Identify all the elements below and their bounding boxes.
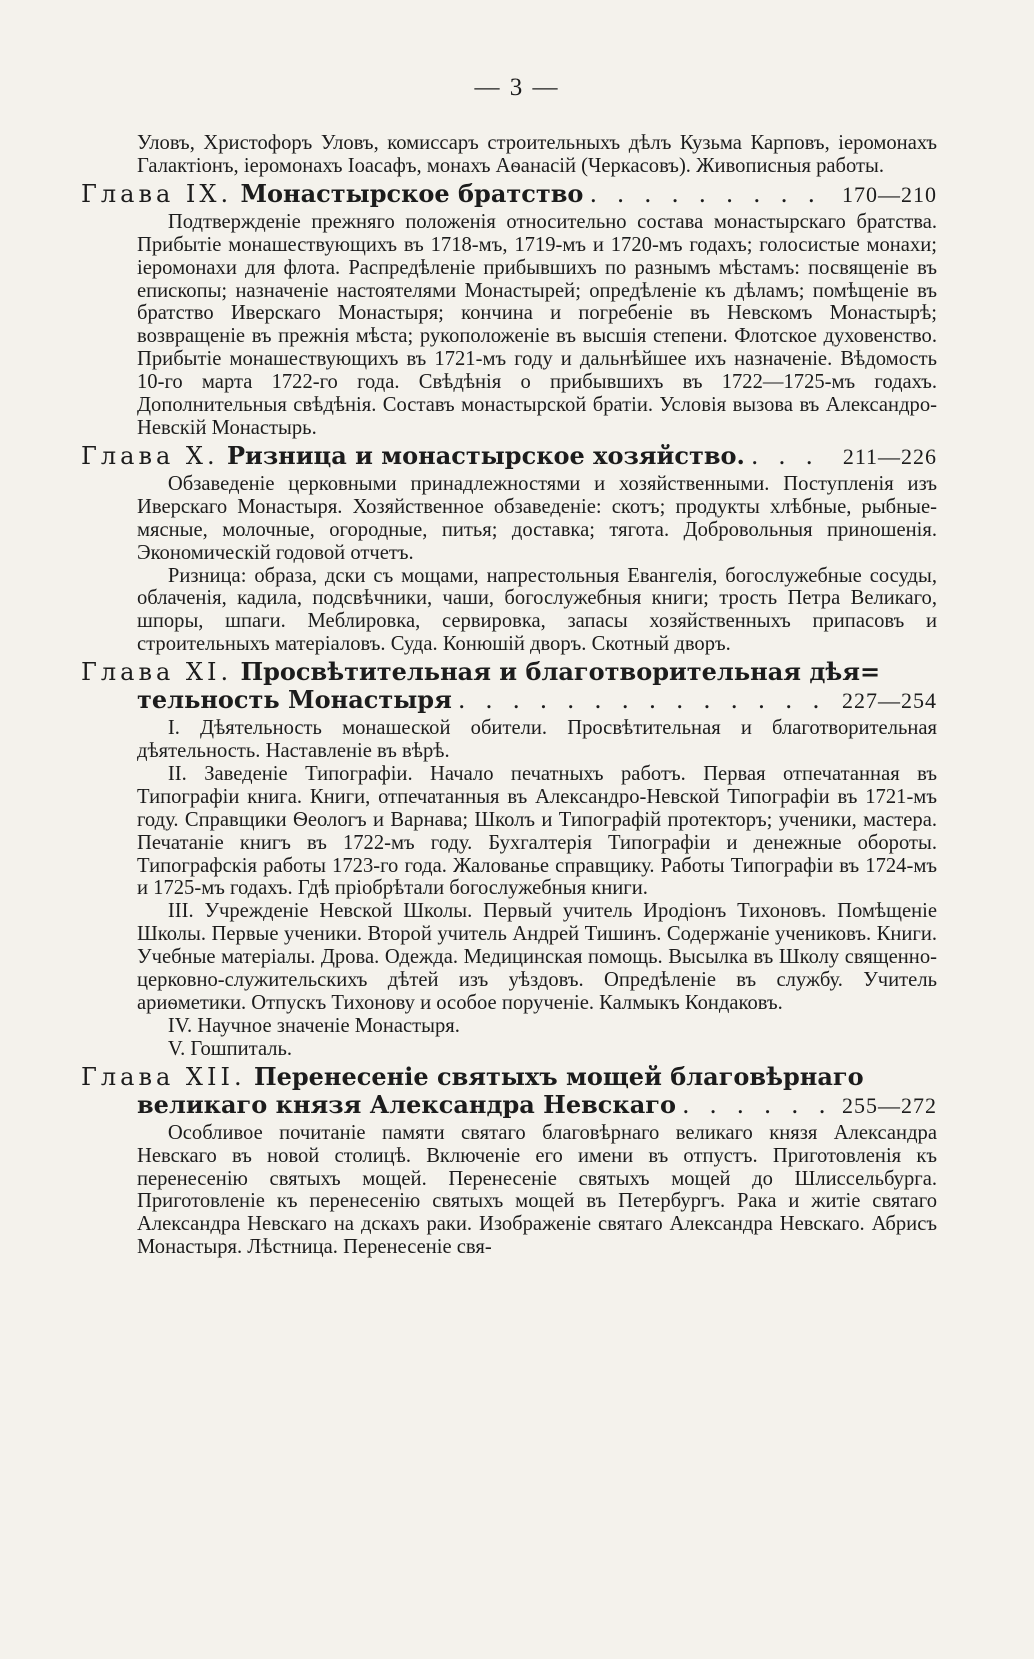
page-number: — 3 — [474, 74, 560, 101]
chapter-title: Монастырское братство [240, 178, 584, 208]
chapter-summary: Ризница: образа, дски съ мощами, напрестольныя Евангелія, богослужебные сосуды, облаченія, кадила, подсвѣчники, чаши, богослужебныя книги; трость Петра Великаго, шпоры, шпаги. Меблировка, сервировка, запасы хозяйственныхъ припасовъ и строительныхъ матеріаловъ. Суда. Конюшій дворъ. Скотный дворъ. [137, 564, 937, 656]
chapter-label: Глава IX. [81, 179, 233, 208]
leader-dots: . . . [750, 442, 820, 470]
chapter-title: Ризница и монастырское хозяйство. [226, 440, 745, 470]
chapter-summary: II. Заведеніе Типографіи. Начало печатныхъ работъ. Первая отпечатанная въ Типографіи книга. Книги, отпечатанныя въ Александро-Невской Типографіи въ 1721-мъ году. Справщики Ѳеологъ и Варнава; Школъ и Типографій протекторъ; ученики, мастера. Печатаніе книгъ въ 1722-мъ году. Бухгалтерія Типографіи и денежные обороты. Типографскія работы 1723-го года. Жалованье справщику. Работы Типографіи въ 1724-мъ и 1725-мъ годахъ. Гдѣ пріобрѣтали богослужебныя книги. [137, 762, 937, 900]
intro-paragraph: Уловъ, Христофоръ Уловъ, комиссаръ строительныхъ дѣлъ Кузьма Карповъ, іеромонахъ Галактіонъ, іеромонахъ Іоасафъ, монахъ Аѳанасій (Черкасовъ). Живописныя работы. [137, 132, 937, 177]
chapter-pages: 170—210 [842, 181, 937, 207]
chapter-title-line2: тельность Монастыря [137, 685, 452, 715]
chapter-pages: 227—254 [842, 688, 937, 714]
chapter-label: Глава XII. [81, 1062, 246, 1091]
chapter-heading-xii [81, 1063, 937, 1119]
chapter-title-line1: Просвѣтительная и благотворительная дѣя= [240, 657, 881, 687]
table-of-contents [81, 132, 937, 1259]
chapter-heading-xi [81, 658, 937, 714]
chapter-label: Глава X. [81, 441, 219, 470]
leader-dots: . . . . . . . . . [589, 180, 822, 208]
chapter-summary: Обзаведеніе церковными принадлежностями и хозяйственными. Поступленія изъ Иверскаго Монастыря. Хозяйственное обзаведеніе: скотъ; продукты хлѣбные, рыбные-мясные, молочные, огородные, питья; доставка; тягота. Добровольныя приношенія. Экономическій годовой отчетъ. [137, 472, 937, 564]
chapter-summary: I. Дѣятельность монашеской обители. Просвѣтительная и благотворительная дѣятельность. Наставленіе въ вѣрѣ. [137, 717, 937, 763]
chapter-summary: III. Учрежденіе Невской Школы. Первый учитель Иродіонъ Тихоновъ. Помѣщеніе Школы. Первые ученики. Второй учитель Андрей Тишинъ. Содержаніе учениковъ. Книги. Учебные матеріалы. Дрова. Одежда. Медицинская помощь. Высылка въ Школу священно-церковно-служительскихъ дѣтей изъ уѣздовъ. Опредѣленіе въ службу. Учитель ариѳметики. Отпускъ Тихонову и особое порученіе. Калмыкъ Кондаковъ. [137, 900, 937, 1014]
list-item: IV. Научное значеніе Монастыря. [167, 1014, 460, 1037]
chapter-summary: Особливое почитаніе памяти святаго благовѣрнаго великаго князя Александра Невскаго въ новой столицѣ. Включеніе его имени въ отпустъ. Приготовленія къ перенесенію святыхъ мощей. Перенесеніе святыхъ мощей до Шлиссельбурга. Приготовленіе къ перенесенію святыхъ мощей въ Петербургъ. Рака и житіе святаго Александра Невскаго на дскахъ раки. Изображеніе святаго Александра Невскаго. Абрисъ Монастыря. Лѣстница. Перенесеніе свя- [137, 1121, 937, 1259]
chapter-summary: Подтвержденіе прежняго положенія относительно состава монастырскаго братства. Прибытіе монашествующихъ въ 1718-мъ, 1719-мъ и 1720-мъ годахъ; голосистые монахи; іеромонахи для флота. Распредѣленіе прибывшихъ по разнымъ мѣстамъ: посвященіе въ епископы; назначеніе настоятелями Монастырей; опредѣленіе къ дѣламъ; помѣщеніе въ братство Иверскаго Монастыря; кончина и погребеніе въ Невскомъ Монастырѣ; возвращеніе въ прежнія мѣста; рукоположеніе въ высшія степени. Флотское духовенство. Прибытіе монашествующихъ въ 1721-мъ году и дальнѣйшее ихъ назначеніе. Вѣдомость 10-го марта 1722-го года. Свѣдѣнія о прибывшихъ въ 1722—1725-мъ годахъ. Дополнительныя свѣдѣнія. Составъ монастырской братіи. Условія вызова въ Александро-Невскій Монастырь. [137, 210, 937, 439]
chapter-title-line1: Перенесеніе святыхъ мощей благовѣрнаго [253, 1061, 864, 1091]
list-item: V. Гошпиталь. [167, 1037, 293, 1060]
chapter-pages: 255—272 [842, 1092, 937, 1118]
chapter-pages: 211—226 [842, 443, 937, 469]
leader-dots: . . . . . . [681, 1091, 832, 1119]
chapter-heading-ix [81, 180, 937, 208]
chapter-title-line2: великаго князя Александра Невскаго [137, 1089, 676, 1119]
chapter-heading-x [81, 442, 937, 470]
chapter-label: Глава XI. [81, 658, 233, 687]
leader-dots: . . . . . . . . . . . . . . [457, 687, 826, 715]
